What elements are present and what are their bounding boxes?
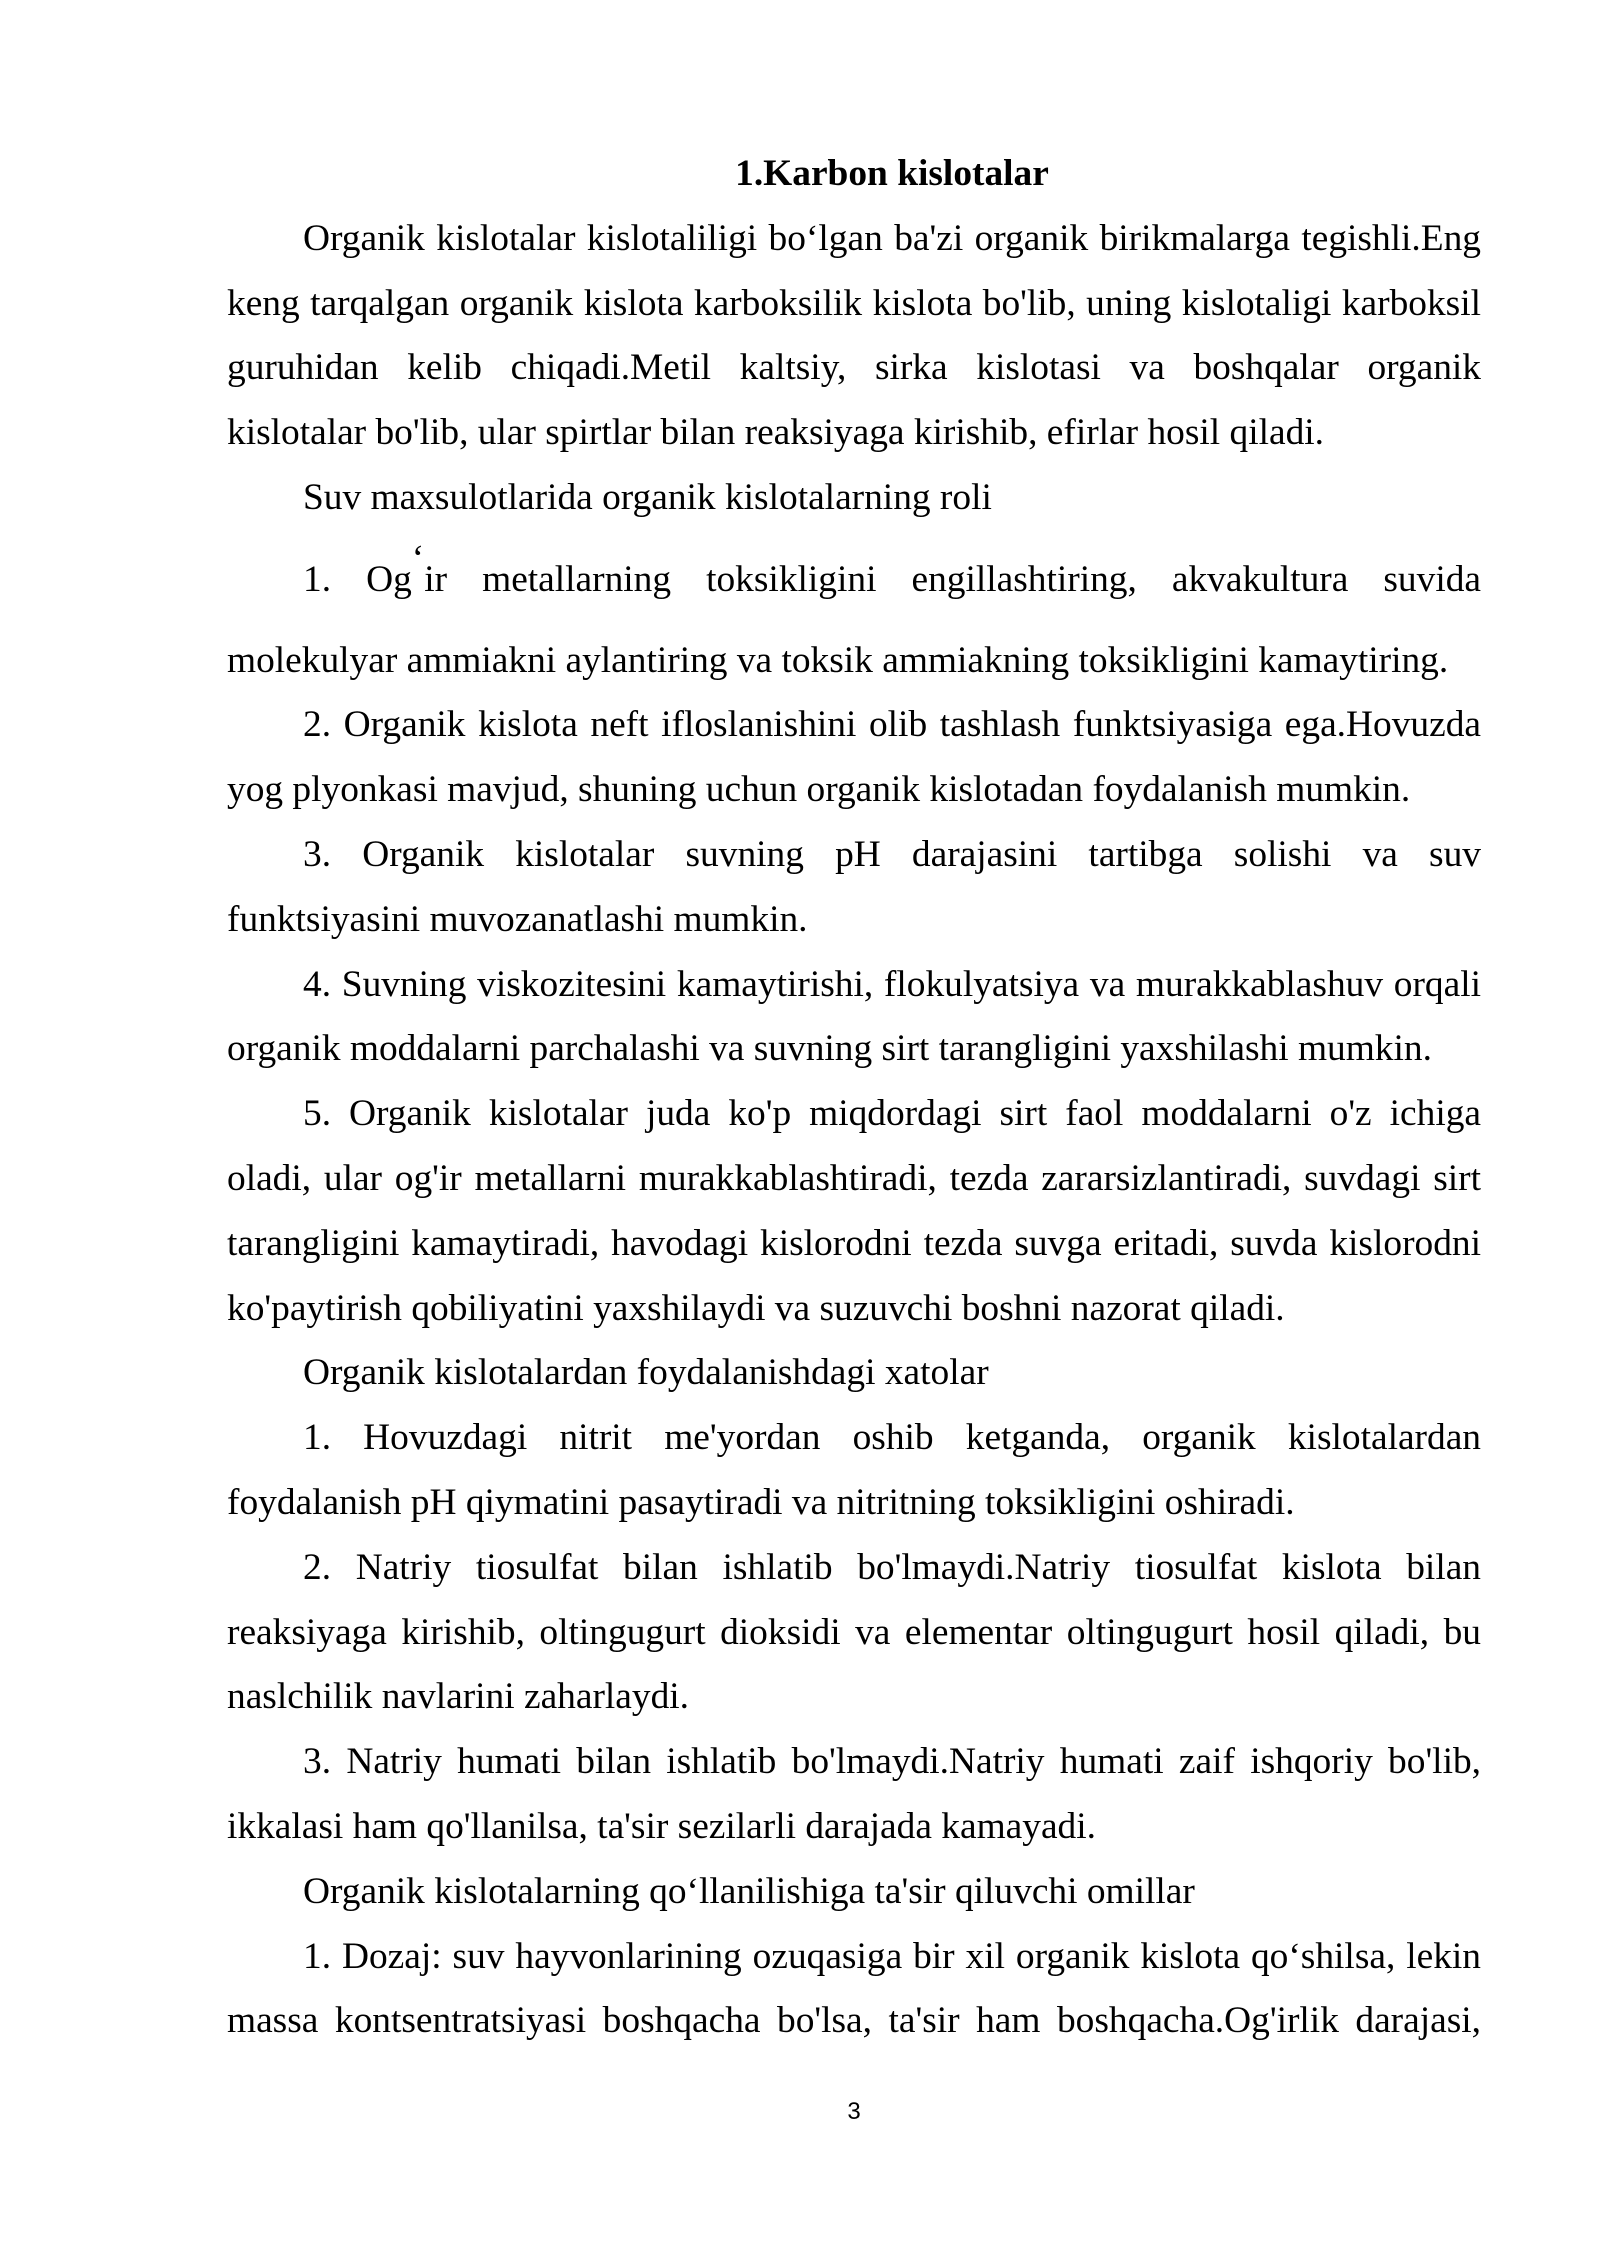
- text-line: ikkalasi ham qo'llanilsa, ta'sir sezilarli darajada kamayadi.: [227, 1805, 1096, 1847]
- text-line: yog plyonkasi mavjud, shuning uchun organik kislotadan foydalanish mumkin.: [227, 769, 1411, 811]
- text-line: oladi, ular og'ir metallarni murakkablashtiradi, tezda zararsizlantiradi, suvdagi sirt: [227, 1157, 1481, 1199]
- text-fragment: ir metallarning toksikligini engillashtiring, akvakultura suvida: [424, 558, 1482, 600]
- section-heading: [227, 1341, 1481, 1406]
- section-heading: [227, 1860, 1481, 1925]
- paragraph: [227, 1082, 1481, 1341]
- text-line: 2. Natriy tiosulfat bilan ishlatib bo'lmaydi.Natriy tiosulfat kislota bilan: [303, 1546, 1481, 1588]
- text-line: [227, 531, 1481, 629]
- text-line: Organik kislotalar kislotaliligi bo‘lgan ba'zi organik birikmalarga tegishli.Eng: [303, 217, 1481, 259]
- paragraph: [227, 531, 1481, 694]
- document-title: 1.Karbon kislotalar: [735, 153, 1049, 194]
- text-line: funktsiyasini muvozanatlashi mumkin.: [227, 898, 808, 940]
- text-line: Organik kislotalarning qo‘llanilishiga ta'sir qiluvchi omillar: [303, 1870, 1195, 1912]
- text-line: Suv maxsulotlarida organik kislotalarning roli: [303, 476, 992, 518]
- text-fragment: 1. Og: [303, 558, 412, 600]
- text-line: tarangligini kamaytiradi, havodagi kislorodni tezda suvga eritadi, suvda kislorodni: [227, 1222, 1481, 1264]
- diacritic-mark: ʻ: [411, 538, 425, 580]
- text-line: 3. Natriy humati bilan ishlatib bo'lmaydi.Natriy humati zaif ishqoriy bo'lib,: [303, 1741, 1481, 1783]
- paragraph: [227, 823, 1481, 953]
- text-line: guruhidan kelib chiqadi.Metil kaltsiy, sirka kislotasi va boshqalar organik: [227, 347, 1481, 389]
- text-line: molekulyar ammiakni aylantiring va toksik ammiakning toksikligini kamaytiring.: [227, 639, 1449, 681]
- paragraph: [227, 1536, 1481, 1730]
- text-line: 2. Organik kislota neft ifloslanishini olib tashlash funktsiyasiga ega.Hovuzda: [303, 704, 1481, 746]
- text-line: naslchilik navlarini zaharlaydi.: [227, 1676, 690, 1718]
- document-body: [227, 142, 1481, 2054]
- paragraph: [227, 1406, 1481, 1536]
- text-line: ko'paytirish qobiliyatini yaxshilaydi va suzuvchi boshni nazorat qiladi.: [227, 1287, 1285, 1329]
- page-number: 3: [847, 2098, 861, 2125]
- text-line: massa kontsentratsiyasi boshqacha bo'lsa, ta'sir ham boshqacha.Og'irlik darajasi,: [227, 2000, 1481, 2042]
- text-line: foydalanish pH qiymatini pasaytiradi va nitritning toksikligini oshiradi.: [227, 1481, 1295, 1523]
- text-line: reaksiyaga kirishib, oltingugurt dioksidi va elementar oltingugurt hosil qiladi, bu: [227, 1611, 1481, 1653]
- paragraph: [227, 693, 1481, 823]
- text-line: organik moddalarni parchalashi va suvning sirt tarangligini yaxshilashi mumkin.: [227, 1028, 1432, 1070]
- text-line: kislotalar bo'lib, ular spirtlar bilan reaksiyaga kirishib, efirlar hosil qiladi.: [227, 412, 1325, 454]
- text-line: 3. Organik kislotalar suvning pH darajasini tartibga solishi va suv: [303, 833, 1481, 875]
- text-line: 1. Dozaj: suv hayvonlarining ozuqasiga bir xil organik kislota qo‘shilsa, lekin: [303, 1935, 1481, 1977]
- text-line: 1. Hovuzdagi nitrit me'yordan oshib ketganda, organik kislotalardan: [303, 1417, 1481, 1459]
- text-line: 5. Organik kislotalar juda ko'p miqdordagi sirt faol moddalarni o'z ichiga: [303, 1093, 1481, 1135]
- paragraph: [227, 1730, 1481, 1860]
- text-line: 4. Suvning viskozitesini kamaytirishi, flokulyatsiya va murakkablashuv orqali: [303, 963, 1481, 1005]
- section-heading: [227, 466, 1481, 531]
- paragraph: [227, 207, 1481, 466]
- text-line: keng tarqalgan organik kislota karboksilik kislota bo'lib, uning kislotaligi karboksil: [227, 282, 1481, 324]
- text-line: Organik kislotalardan foydalanishdagi xatolar: [303, 1352, 989, 1394]
- paragraph: [227, 1925, 1481, 2055]
- paragraph: [227, 953, 1481, 1083]
